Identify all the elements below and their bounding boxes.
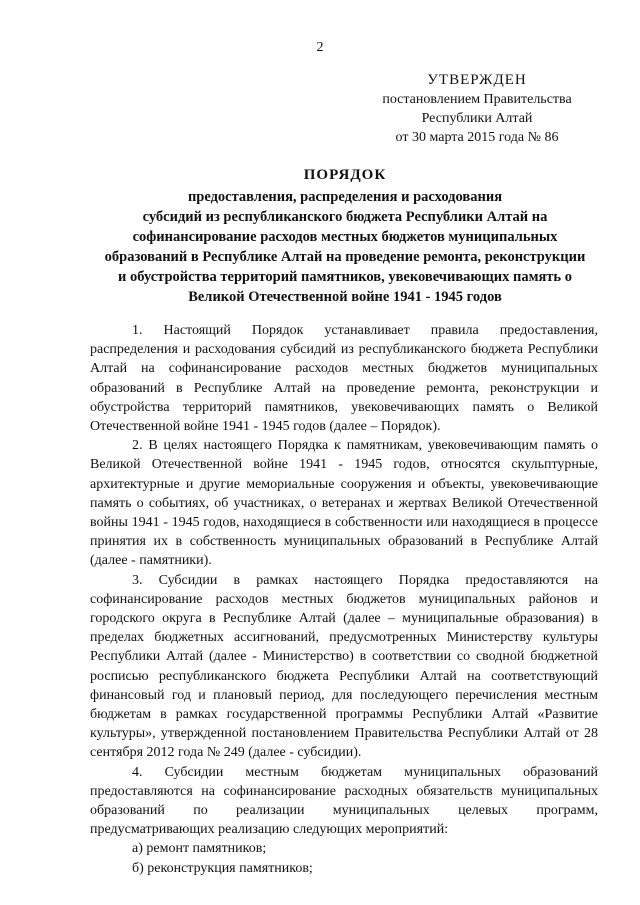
document-title: [80, 165, 610, 307]
title-heading: ПОРЯДОК: [303, 167, 387, 183]
title-line: предоставления, распределения и расходования: [187, 189, 503, 205]
title-line: софинансирование расходов местных бюджетов муниципальных: [132, 229, 558, 245]
list-item-a: а) ремонт памятников;: [132, 841, 267, 857]
paragraph-3: 3. Субсидии в рамках настоящего Порядка предоставляются на софинансирование расходов местных бюджетов муниципальных районов и городского округа в Республике Алтай (далее – муниципальные образования) в пределах бюджетных ассигнований, предусмотренных Министерству культуры Республики Алтай (далее - Министерство) в соответствии со сводной бюджетной росписью республиканского бюджета Республики Алтай на соответствующий финансовый год и плановый период, для последующего перечисления местным бюджетам в рамках государственной программы Республики Алтай «Развитие культуры», утвержденной постановлением Правительства Республики Алтай от 28 сентября 2012 года № 249 (далее - субсидии).: [90, 572, 598, 761]
title-line: Великой Отечественной войне 1941 - 1945 годов: [188, 289, 502, 305]
page-number: 2: [316, 40, 324, 55]
title-line: и обустройства территорий памятников, увековечивающих память о: [118, 269, 572, 285]
title-line: образований в Республике Алтай на проведение ремонта, реконструкции: [104, 249, 586, 265]
list-item-b: б) реконструкция памятников;: [132, 860, 313, 876]
paragraph-2: 2. В целях настоящего Порядка к памятникам, увековечивающим память о Великой Отечественной войне 1941 - 1945 годов, относятся скульптурные, архитектурные и другие мемориальные сооружения и объекты, увековечивающие память о событиях, об участниках, о ветеранах и жертвах Великой Отечественной войны 1941 - 1945 годов, находящиеся в собственности или находящиеся в процессе принятия их в собственность муниципальных образований в Республике Алтай (далее - памятники).: [90, 438, 598, 569]
approval-line-decree: постановлением Правительства: [382, 92, 572, 107]
approval-block: [372, 71, 582, 147]
title-line: субсидий из республиканского бюджета Республики Алтай на: [142, 209, 548, 225]
paragraph-1: 1. Настоящий Порядок устанавливает правила предоставления, распределения и расходования субсидий из республиканского бюджета Республики Алтай на софинансирование расходов местных бюджетов муниципальных образований в Республике Алтай на проведение ремонта, реконструкции и обустройства территорий памятников, увековечивающих память о Великой Отечественной войне 1941 - 1945 годов (далее – Порядок).: [90, 323, 598, 435]
paragraph-4: 4. Субсидии местным бюджетам муниципальных образований предоставляются на софинансирование расходных обязательств муниципальных образований по реализации муниципальных целевых программ, предусматривающих реализацию следующих мероприятий:: [90, 764, 598, 838]
approval-stamp: УТВЕРЖДЕН: [427, 72, 527, 88]
approval-line-date: от 30 марта 2015 года № 86: [395, 130, 559, 145]
document-body: [90, 321, 598, 878]
approval-line-region: Республики Алтай: [421, 111, 533, 126]
